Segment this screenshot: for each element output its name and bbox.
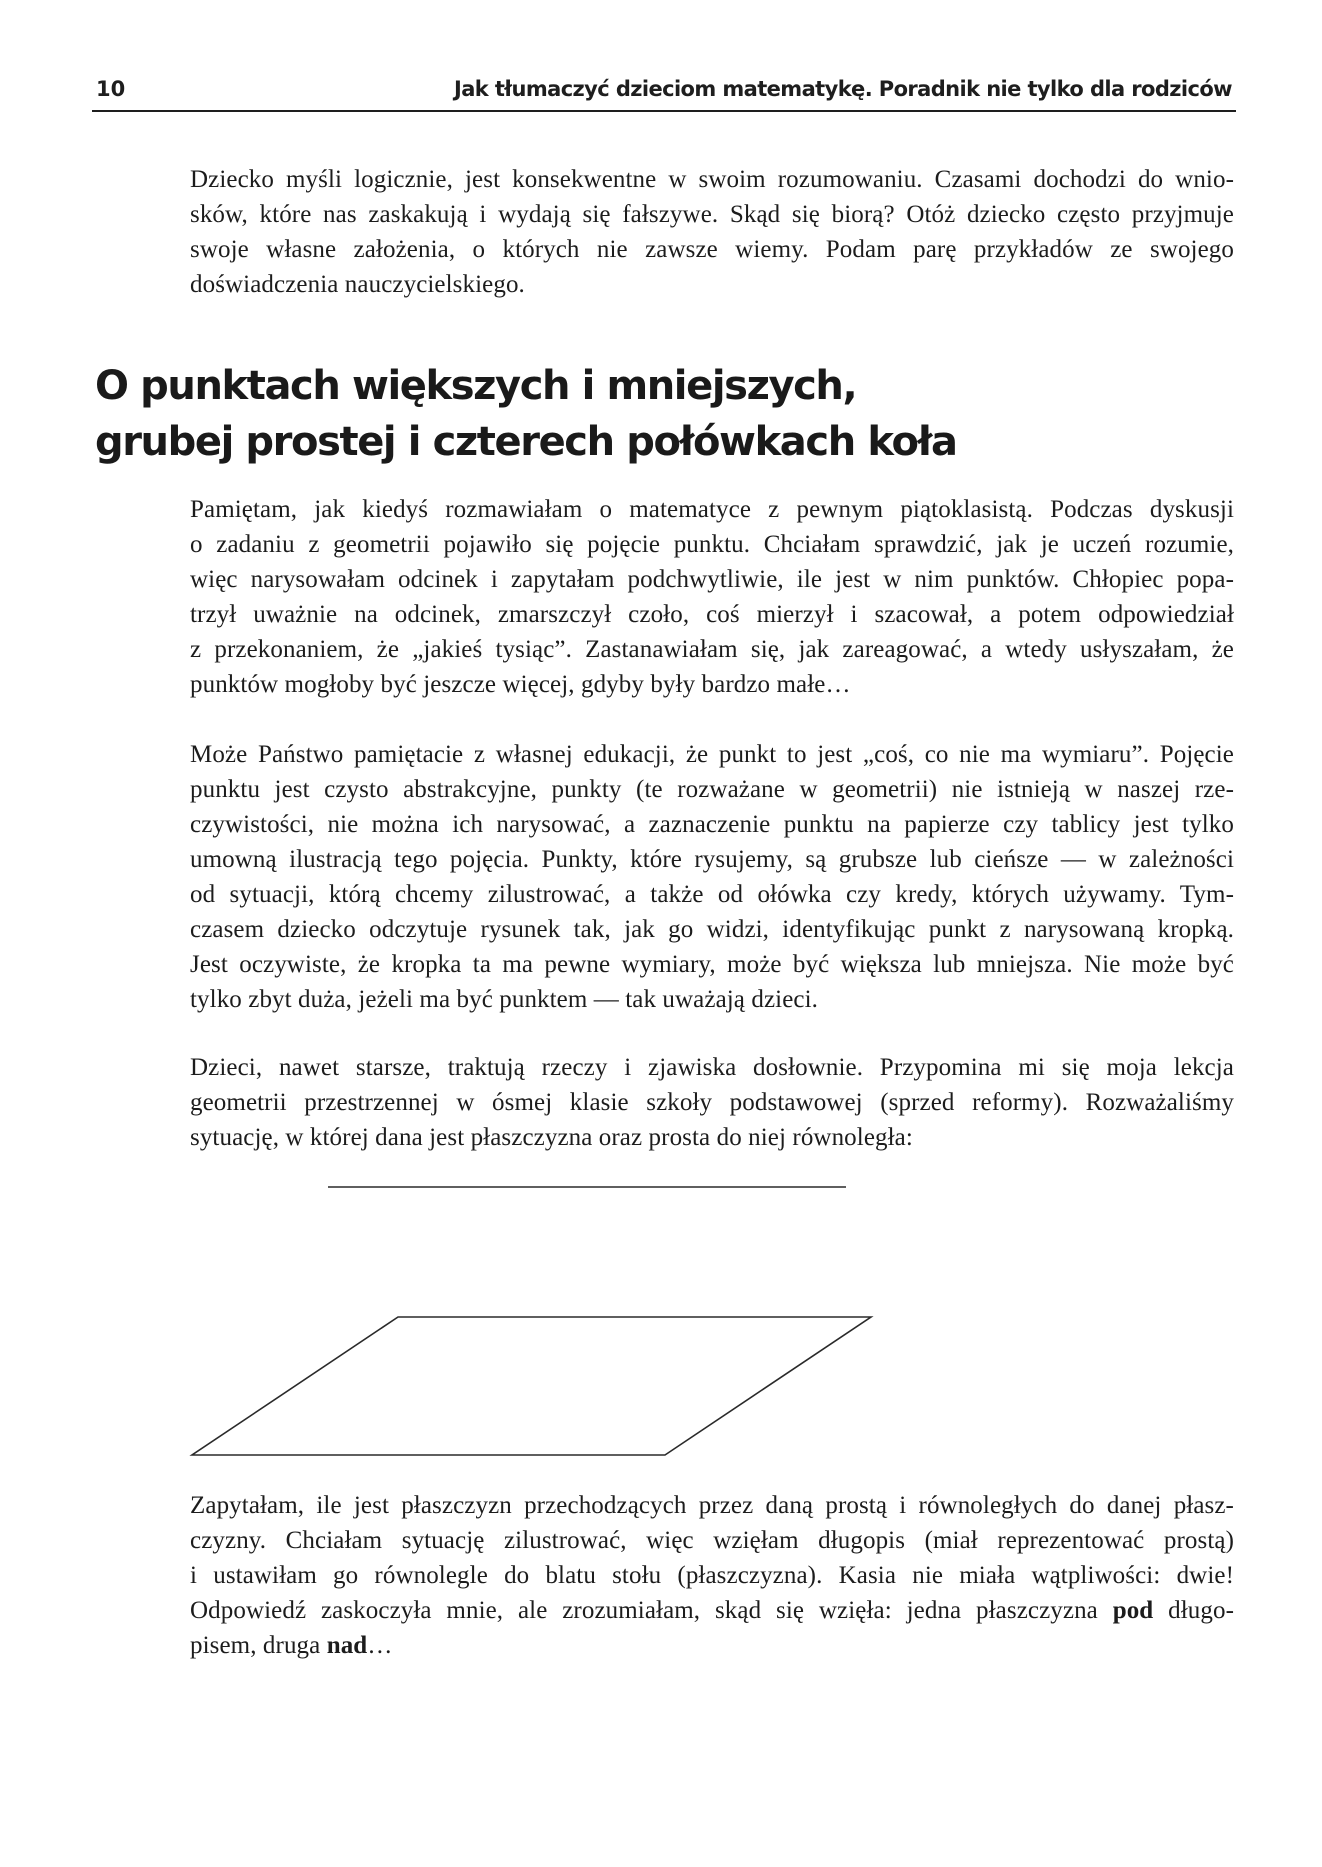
text-line: z przekonaniem, że „jakieś tysiąc”. Zastanawiałam się, jak zareagować, a wtedy usłyszałam, że	[190, 636, 1234, 663]
text-line: sków, które nas zaskakują i wydają się fałszywe. Skąd się biorą? Otóż dziecko często przyjmuje	[190, 201, 1234, 228]
text-run: Odpowiedź zaskoczyła mnie, ale zrozumiałam, skąd się wzięła: jedna płaszczyzna	[190, 1597, 1113, 1624]
text-line: umowną ilustracją tego pojęcia. Punkty, które rysujemy, są grubsze lub cieńsze — w zależności	[190, 846, 1234, 873]
text-line	[190, 1593, 1234, 1628]
text-line: o zadaniu z geometrii pojawiło się pojęcie punktu. Chciałam sprawdzić, jak je uczeń rozumie,	[190, 531, 1234, 558]
text-line: czywistości, nie można ich narysować, a zaznaczenie punktu na papierze czy tablicy jest tylko	[190, 811, 1234, 838]
text-line: sytuację, w której dana jest płaszczyzna oraz prosta do niej równoległa:	[190, 1124, 913, 1151]
bold-word-nad: nad	[326, 1632, 368, 1659]
text-line: geometrii przestrzennej w ósmej klasie szkoły podstawowej (sprzed reformy). Rozważaliśmy	[190, 1089, 1234, 1116]
text-line	[190, 1628, 1234, 1663]
text-line: Dzieci, nawet starsze, traktują rzeczy i zjawiska dosłownie. Przypomina mi się moja lekcja	[190, 1054, 1234, 1081]
text-run: …	[367, 1632, 393, 1659]
page-number: 10	[96, 77, 126, 101]
text-line: punktu jest czysto abstrakcyjne, punkty (te rozważane w geometrii) nie istnieją w naszej rze-	[190, 776, 1234, 803]
text-line: i ustawiłam go równolegle do blatu stołu (płaszczyzna). Kasia nie miała wątpliwości: dwie!	[190, 1562, 1234, 1589]
text-line: więc narysowałam odcinek i zapytałam podchwytliwie, ile jest w nim punktów. Chłopiec popa-	[190, 566, 1234, 593]
text-line: swoje własne założenia, o których nie zawsze wiemy. Podam parę przykładów ze swojego	[190, 236, 1234, 263]
text-line: czyzny. Chciałam sytuację zilustrować, więc wzięłam długopis (miał reprezentować prostą)	[190, 1527, 1234, 1554]
text-line: Może Państwo pamiętacie z własnej edukacji, że punkt to jest „coś, co nie ma wymiaru”. Pojęcie	[190, 741, 1234, 768]
plane-parallelogram	[192, 1317, 871, 1455]
text-line: punktów mogłoby być jeszcze więcej, gdyby były bardzo małe…	[190, 671, 851, 698]
text-line: Jest oczywiste, że kropka ta ma pewne wymiary, może być większa lub mniejsza. Nie może być	[190, 951, 1234, 978]
text-run: długo-	[1153, 1597, 1234, 1624]
text-line: czasem dziecko odczytuje rysunek tak, jak go widzi, identyfikując punkt z narysowaną kropką.	[190, 916, 1234, 943]
running-title: Jak tłumaczyć dzieciom matematykę. Poradnik nie tylko dla rodziców	[454, 77, 1232, 101]
heading-line-2: grubej prostej i czterech połówkach koła	[95, 419, 957, 465]
bold-word-pod: pod	[1112, 1597, 1154, 1624]
paragraph-4	[190, 1488, 1234, 1663]
text-line: trzył uważnie na odcinek, zmarszczył czoło, coś mierzył i szacował, a potem odpowiedział	[190, 601, 1234, 628]
text-line: od sytuacji, którą chcemy zilustrować, a także od ołówka czy kredy, których używamy. Tym-	[190, 881, 1234, 908]
text-line: Zapytałam, ile jest płaszczyzn przechodzących przez daną prostą i równoległych do danej płasz-	[190, 1492, 1234, 1519]
text-run: pisem, druga	[190, 1632, 327, 1659]
text-line: Pamiętam, jak kiedyś rozmawiałam o matematyce z pewnym piątoklasistą. Podczas dyskusji	[190, 496, 1234, 523]
text-line: doświadczenia nauczycielskiego.	[190, 271, 525, 298]
text-line: tylko zbyt duża, jeżeli ma być punktem — tak uważają dzieci.	[190, 986, 818, 1013]
text-line: Dziecko myśli logicznie, jest konsekwentne w swoim rozumowaniu. Czasami dochodzi do wnio-	[190, 166, 1234, 193]
heading-line-1: O punktach większych i mniejszych,	[95, 363, 857, 409]
